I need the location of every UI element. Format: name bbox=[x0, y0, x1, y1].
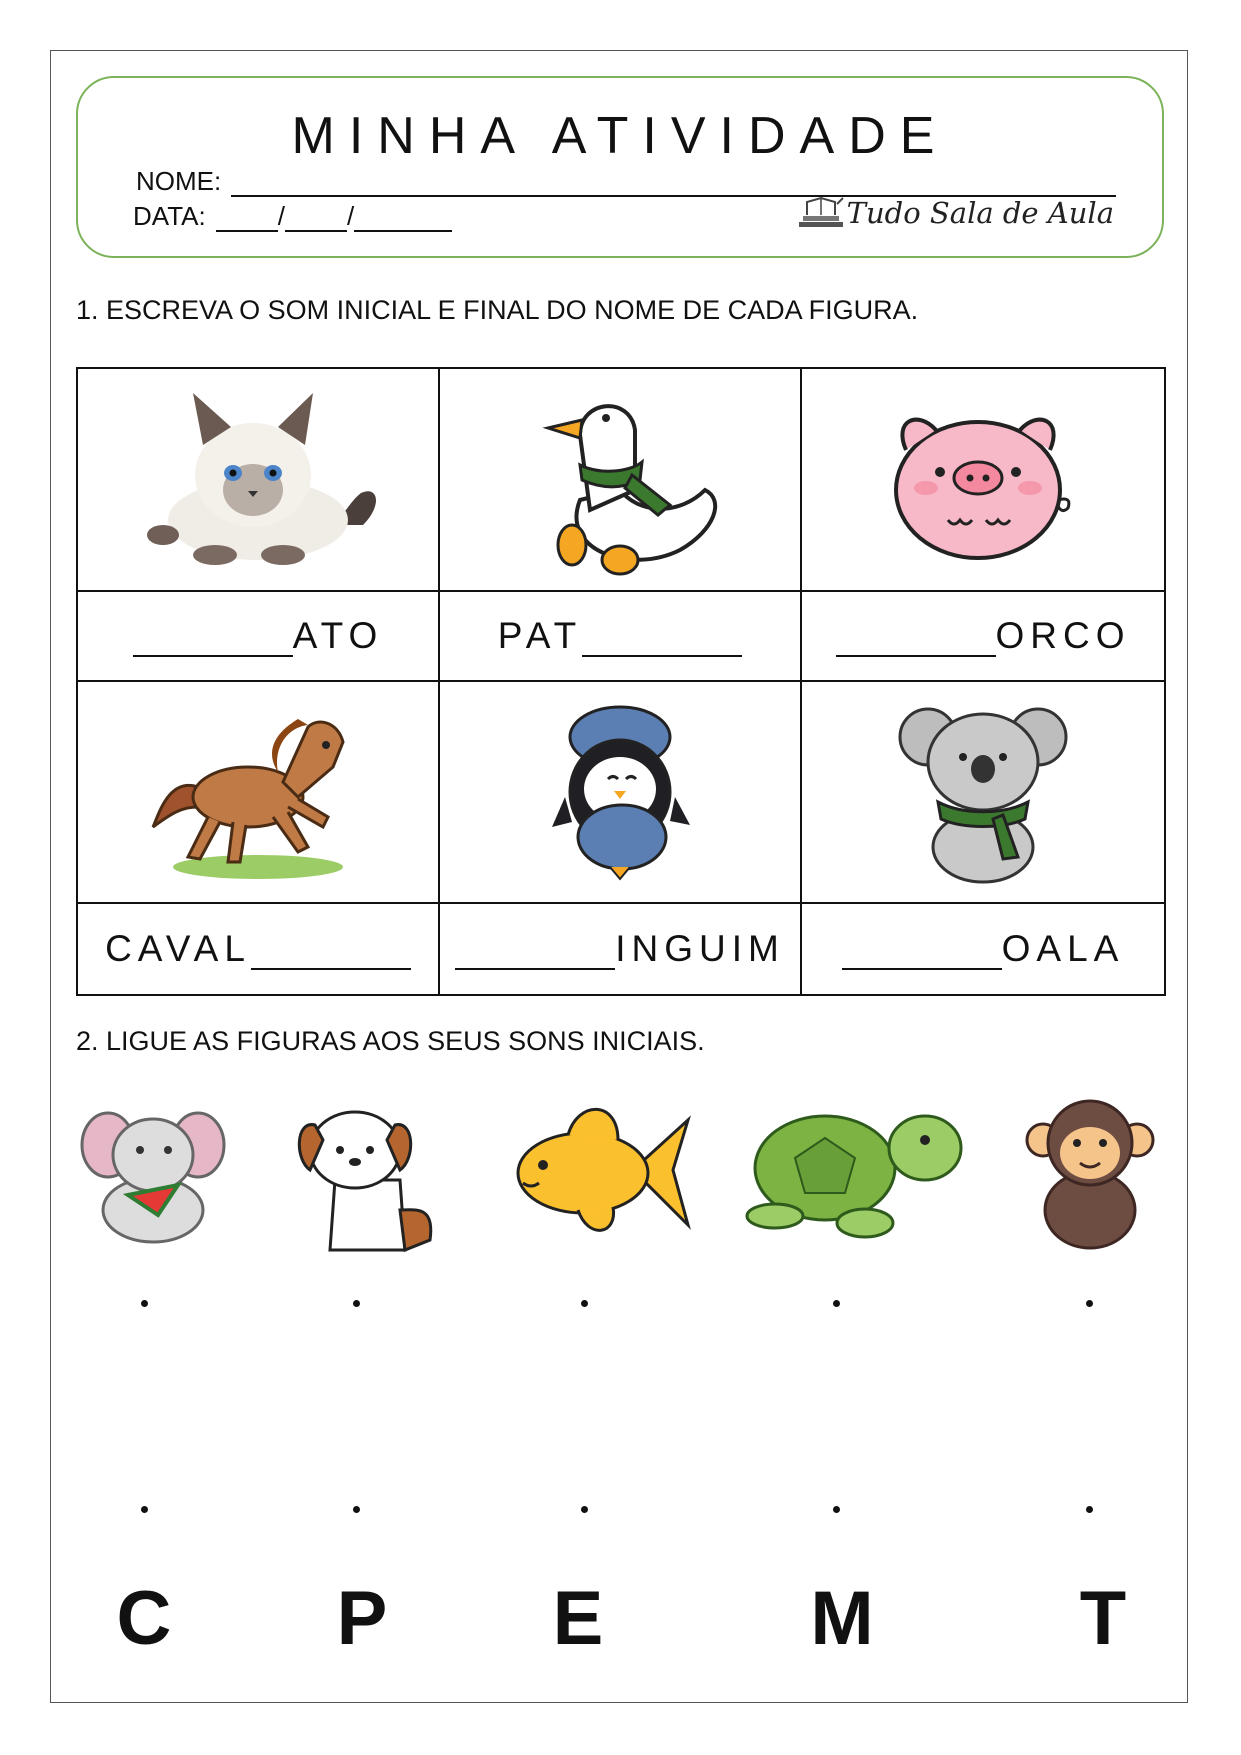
name-line[interactable] bbox=[231, 173, 1116, 197]
pig-image bbox=[878, 390, 1088, 570]
answer-blank[interactable] bbox=[836, 625, 996, 657]
answer-blank[interactable] bbox=[133, 625, 293, 657]
dog-image bbox=[285, 1100, 445, 1260]
koala-image bbox=[893, 697, 1073, 887]
lower-dot-3[interactable] bbox=[581, 1506, 588, 1513]
elephant-image bbox=[78, 1100, 228, 1250]
duck-image bbox=[520, 380, 720, 580]
upper-dot-4[interactable] bbox=[833, 1300, 840, 1307]
date-day-line[interactable] bbox=[216, 206, 278, 232]
sound-table bbox=[76, 367, 1166, 996]
date-year-line[interactable] bbox=[354, 206, 452, 232]
answer-blank[interactable] bbox=[842, 938, 1002, 970]
page-title: MINHA ATIVIDADE bbox=[291, 107, 949, 165]
lower-dot-2[interactable] bbox=[353, 1506, 360, 1513]
word-text: CAVAL bbox=[105, 928, 251, 969]
word-text: ORCO bbox=[995, 615, 1131, 656]
upper-dot-5[interactable] bbox=[1086, 1300, 1093, 1307]
word-pato[interactable] bbox=[440, 592, 802, 682]
cell-cat bbox=[78, 369, 440, 592]
word-text: INGUIM bbox=[615, 928, 785, 969]
date-sep-1: / bbox=[277, 201, 285, 231]
word-cavalo[interactable] bbox=[78, 904, 440, 994]
date-label: DATA: bbox=[133, 201, 206, 231]
word-porco[interactable] bbox=[802, 592, 1164, 682]
upper-dot-3[interactable] bbox=[581, 1300, 588, 1307]
letter-p: P bbox=[336, 1576, 388, 1661]
name-field[interactable] bbox=[136, 166, 1116, 197]
date-sep-2: / bbox=[346, 201, 355, 231]
cell-duck bbox=[440, 369, 802, 592]
word-text: ATO bbox=[292, 615, 384, 656]
upper-dot-2[interactable] bbox=[353, 1300, 360, 1307]
cat-image bbox=[133, 385, 383, 575]
word-pinguim[interactable] bbox=[440, 904, 802, 994]
date-field[interactable] bbox=[133, 201, 452, 232]
upper-dot-1[interactable] bbox=[141, 1300, 148, 1307]
books-icon bbox=[797, 196, 847, 230]
letter-c: C bbox=[116, 1576, 172, 1661]
letter-t: T bbox=[1079, 1576, 1127, 1661]
question-2: 2. LIGUE AS FIGURAS AOS SEUS SONS INICIAIS. bbox=[76, 1026, 705, 1056]
word-coala[interactable] bbox=[802, 904, 1164, 994]
cell-pig bbox=[802, 369, 1164, 592]
answer-blank[interactable] bbox=[455, 938, 615, 970]
question-1: 1. ESCREVA O SOM INICIAL E FINAL DO NOME DE CADA FIGURA. bbox=[76, 295, 919, 325]
date-month-line[interactable] bbox=[285, 206, 347, 232]
name-label: NOME: bbox=[136, 166, 222, 196]
monkey-image bbox=[1025, 1095, 1155, 1250]
cell-penguin bbox=[440, 682, 802, 904]
letter-e: E bbox=[552, 1576, 604, 1661]
cell-horse bbox=[78, 682, 440, 904]
cell-koala bbox=[802, 682, 1164, 904]
lower-dot-1[interactable] bbox=[141, 1506, 148, 1513]
fish-image bbox=[508, 1095, 693, 1250]
horse-image bbox=[148, 697, 368, 887]
answer-blank[interactable] bbox=[582, 625, 742, 657]
word-text: PAT bbox=[497, 615, 583, 656]
turtle-image bbox=[735, 1098, 965, 1248]
word-text: OALA bbox=[1001, 928, 1125, 969]
penguin-image bbox=[530, 697, 710, 887]
lower-dot-4[interactable] bbox=[833, 1506, 840, 1513]
word-gato[interactable] bbox=[78, 592, 440, 682]
lower-dot-5[interactable] bbox=[1086, 1506, 1093, 1513]
letter-m: M bbox=[810, 1576, 874, 1661]
answer-blank[interactable] bbox=[251, 938, 411, 970]
logo bbox=[797, 196, 1114, 230]
header-box bbox=[76, 76, 1164, 258]
logo-text: Tudo Sala de Aula bbox=[846, 196, 1114, 230]
